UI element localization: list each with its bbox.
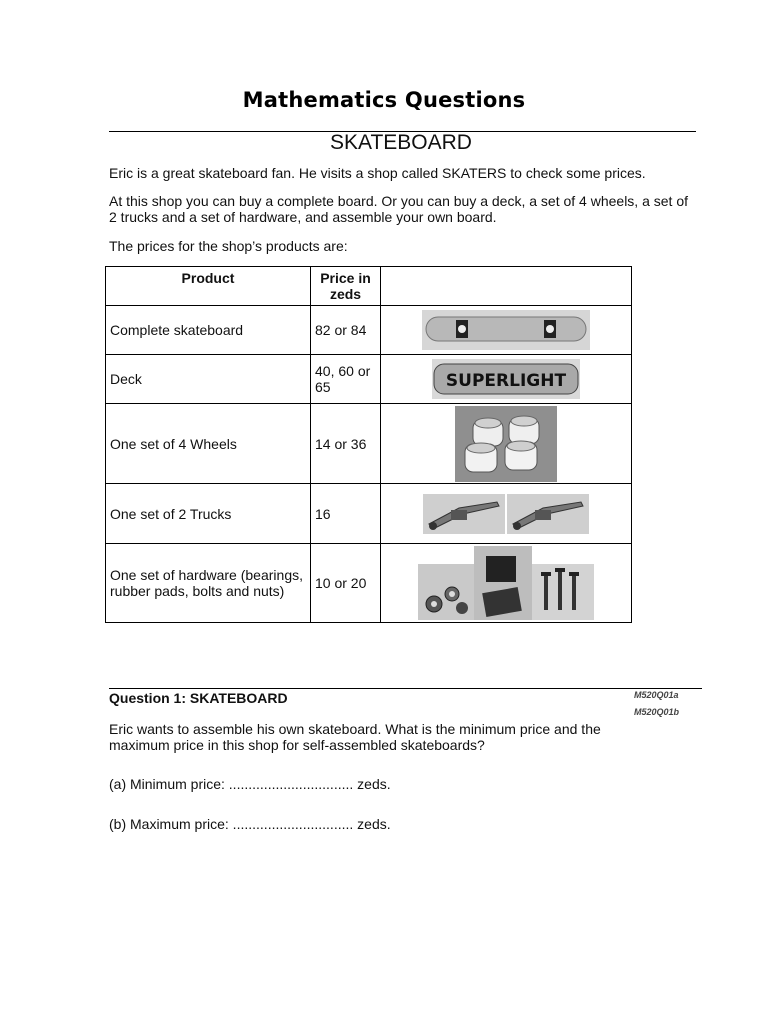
product-image-cell — [381, 355, 632, 404]
intro-paragraph-1: Eric is a great skateboard fan. He visits a shop called SKATERS to check some prices. — [109, 165, 646, 181]
product-name: One set of 2 Trucks — [106, 484, 311, 544]
intro-paragraph-2: At this shop you can buy a complete board. Or you can buy a deck, a set of 4 wheels, a set of 2 trucks and a set of hardware, and assemble your own board. — [109, 193, 688, 225]
table-row — [106, 484, 632, 544]
answer-minimum-price: (a) Minimum price: ................................ zeds. — [109, 776, 391, 792]
table-row — [106, 404, 632, 484]
intro-paragraph-3: The prices for the shop’s products are: — [109, 238, 348, 254]
page-title: Mathematics Questions — [242, 88, 526, 112]
product-image-cell — [381, 484, 632, 544]
question-text: Eric wants to assemble his own skateboard. What is the minimum price and the maximum price in this shop for self-assembled skateboards? — [109, 721, 601, 753]
product-price: 40, 60 or 65 — [311, 355, 381, 404]
product-image-cell — [381, 306, 632, 355]
deck-label: SUPERLIGHT — [445, 371, 567, 391]
table-row — [106, 544, 632, 623]
product-price: 14 or 36 — [311, 404, 381, 484]
product-name: One set of 4 Wheels — [106, 404, 311, 484]
table-row — [106, 355, 632, 404]
question-title: Question 1: SKATEBOARD — [109, 690, 288, 706]
product-name: Complete skateboard — [106, 306, 311, 355]
question-code-b: M520Q01b — [634, 707, 680, 717]
deck-icon — [432, 359, 580, 399]
product-image-cell — [381, 404, 632, 484]
header-product: Product — [106, 267, 311, 306]
trucks-icon — [423, 494, 589, 534]
header-price: Price in zeds — [311, 267, 381, 306]
question-divider — [109, 688, 702, 689]
section-title: SKATEBOARD — [330, 131, 472, 154]
skateboard-icon — [422, 310, 590, 350]
table-row — [106, 306, 632, 355]
product-price: 16 — [311, 484, 381, 544]
answer-maximum-price: (b) Maximum price: ............................... zeds. — [109, 816, 391, 832]
question-code-a: M520Q01a — [634, 690, 679, 700]
wheels-icon — [455, 406, 557, 482]
product-name: One set of hardware (bearings, rubber pads, bolts and nuts) — [106, 544, 311, 623]
product-image-cell — [381, 544, 632, 623]
table-header-row — [106, 267, 632, 306]
hardware-icon — [418, 546, 594, 620]
product-name: Deck — [106, 355, 311, 404]
product-price: 82 or 84 — [311, 306, 381, 355]
product-price: 10 or 20 — [311, 544, 381, 623]
header-image — [381, 267, 632, 306]
price-table — [105, 266, 632, 623]
